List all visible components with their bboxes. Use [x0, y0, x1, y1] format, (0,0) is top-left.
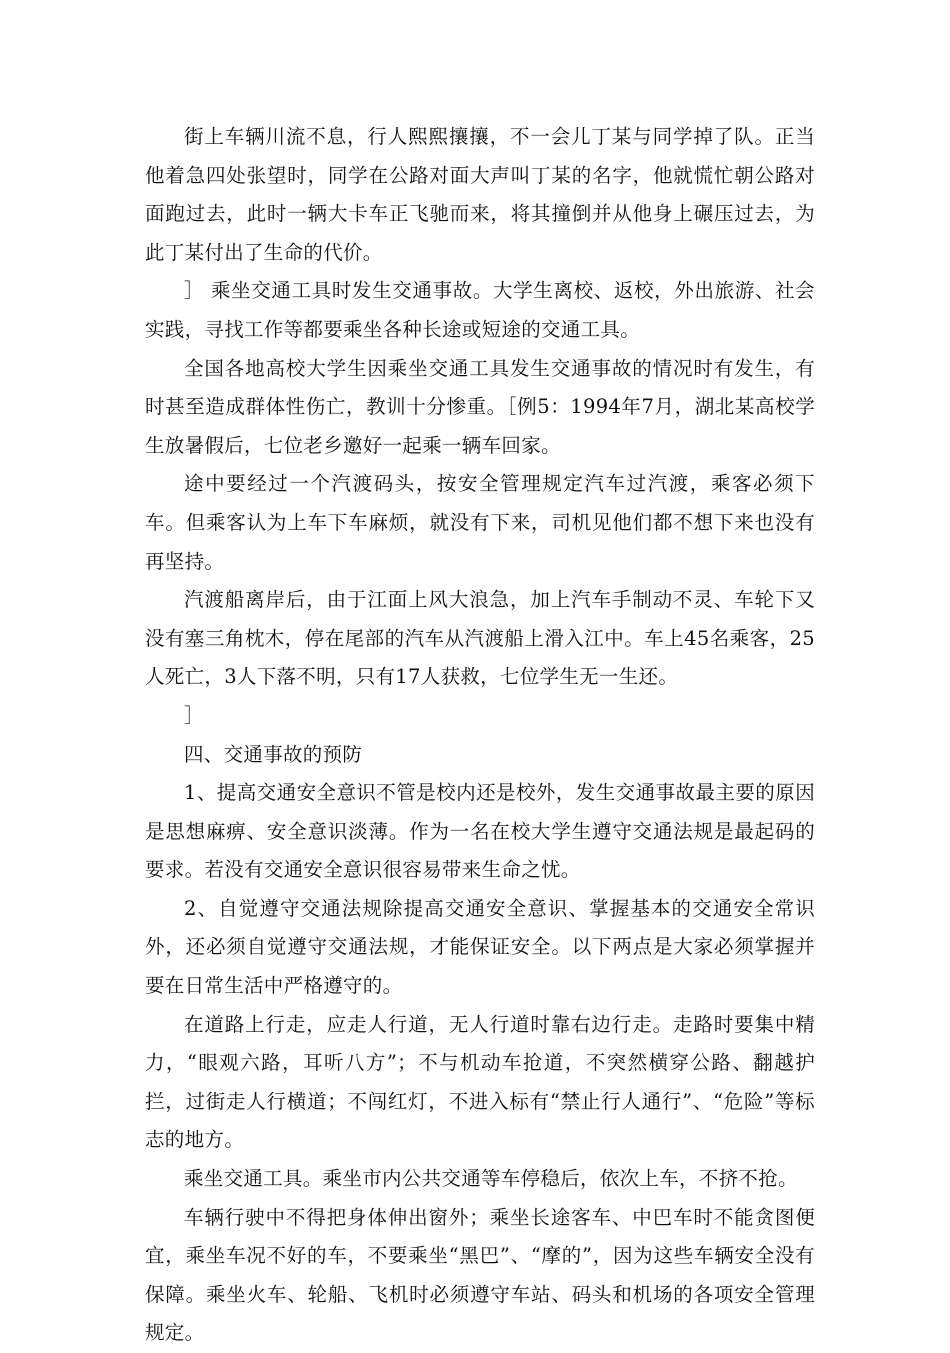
paragraph-ferry-dock: 途中要经过一个汽渡码头，按安全管理规定汽车过汽渡，乘客必须下车。但乘客认为上车下车麻烦，就没有下来，司机见他们都不想下来也没有再坚持。 [145, 472, 815, 573]
paragraph-traffic-story: 街上车辆川流不息，行人熙熙攘攘，不一会儿丁某与同学掉了队。正当他着急四处张望时，同学在公路对面大声叫丁某的名字，他就慌忙朝公路对面跑过去，此时一辆大卡车正飞驰而来，将其撞倒并从他身上碾压过去，为此丁某付出了生命的代价。 [145, 125, 815, 264]
paragraph-ferry-accident: 汽渡船离岸后，由于江面上风大浪急，加上汽车手制动不灵、车轮下又没有塞三角枕木，停在尾部的汽车从汽渡船上滑入江中。车上45名乘客，25人死亡，3人下落不明，只有17人获救，七位学生无一生还。 [145, 588, 815, 689]
section-heading-prevention: 四、交通事故的预防 [184, 742, 363, 766]
paragraph-obey-rules: 2、自觉遵守交通法规除提高交通安全意识、掌握基本的交通安全常识外，还必须自觉遵守交通法规，才能保证安全。以下两点是大家必须掌握并要在日常生活中严格遵守的。 [145, 896, 815, 998]
paragraph-example-5: 全国各地高校大学生因乘坐交通工具发生交通事故的情况时有发生，有时甚至造成群体性伤亡，教训十分惨重。［例5：1994年7月，湖北某高校学生放暑假后，七位老乡邀好一起乘一辆车回家。 [145, 356, 815, 457]
paragraph-bracket: ］ [184, 703, 204, 727]
paragraph-vehicle-safety: 车辆行驶中不得把身体伸出窗外；乘坐长途客车、中巴车时不能贪图便宜，乘坐车况不好的车，不要乘坐“黑巴”、“摩的”，因为这些车辆安全没有保障。乘坐火车、轮船、飞机时必须遵守车站、码头和机场的各项安全管理规定。 [145, 1205, 815, 1345]
document-page [145, 118, 815, 1353]
paragraph-walking: 在道路上行走，应走人行道，无人行道时靠右边行走。走路时要集中精力，“眼观六路，耳听八方”；不与机动车抢道，不突然横穿公路、翻越护拦，过街走人行横道；不闯红灯，不进入标有“禁止行人通行”、“危险”等标志的地方。 [145, 1012, 815, 1152]
paragraph-public-transport: 乘坐交通工具。乘坐市内公共交通等车停稳后，依次上车，不挤不抢。 [184, 1167, 798, 1191]
paragraph-safety-awareness: 1、提高交通安全意识不管是校内还是校外，发生交通事故最主要的原因是思想麻痹、安全意识淡薄。作为一名在校大学生遵守交通法规是最起码的要求。若没有交通安全意识很容易带来生命之忧。 [145, 781, 815, 882]
paragraph-vehicle-accidents: ］ 乘坐交通工具时发生交通事故。大学生离校、返校，外出旅游、社会实践，寻找工作等都要乘坐各种长途或短途的交通工具。 [145, 279, 815, 341]
